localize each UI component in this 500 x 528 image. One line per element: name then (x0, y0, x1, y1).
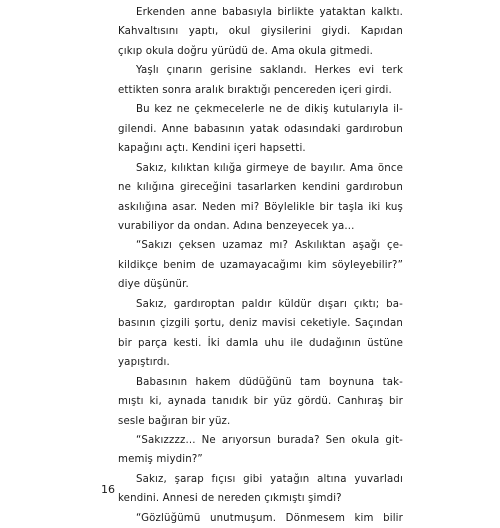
text-line: Sakız, kılıktan kılığa girmeye de bayılır. Ama önce (136, 162, 403, 174)
paragraph (118, 295, 403, 373)
paragraph (118, 159, 403, 237)
text-line: diye düşünür. (118, 279, 189, 291)
text-line: ettikten sonra aralık bıraktığı pencereden içeri girdi. (118, 84, 392, 96)
text-line: Yaşlı çınarın gerisine saklandı. Herkes evi terk (136, 65, 403, 77)
body-text (118, 3, 403, 528)
text-line: ne kılığına gireceğini tasarlarken kendini gardırobun (118, 182, 403, 194)
text-line: Sakız, şarap fıçısı gibi yatağın altına yuvarladı (136, 473, 403, 485)
text-line: kildikçe benim de uzamayacağımı kim söyleyebilir?” (118, 259, 403, 271)
text-line: kendini. Annesi de nereden çıkmıştı şimdi? (118, 493, 342, 505)
paragraph (118, 373, 403, 431)
paragraph (118, 61, 403, 100)
text-line: basının çizgili şortu, deniz mavisi ceketiyle. Saçından (118, 318, 403, 330)
text-line: “Sakızı çeksen uzamaz mı? Askılıktan aşağı çe- (136, 240, 403, 252)
text-line: askılığına asar. Neden mi? Böylelikle bir taşla iki kuş (118, 201, 403, 213)
text-line: kapağını açtı. Kendini içeri hapsetti. (118, 143, 306, 155)
text-line: vurabiliyor da ondan. Adına benzeyecek ya... (118, 220, 355, 232)
text-line: gilendi. Anne babasının yatak odasındaki gardırobun (118, 123, 403, 135)
text-line: yapıştırdı. (118, 357, 170, 369)
text-line: Bu kez ne çekmecelerle ne de dikiş kutularıyla il- (136, 104, 403, 116)
paragraph (118, 100, 403, 158)
paragraph (118, 431, 403, 470)
paragraph (118, 509, 403, 528)
text-line: Kahvaltısını yaptı, okul giysilerini giydi. Kapıdan (118, 26, 403, 38)
paragraph (118, 236, 403, 294)
text-line: “Sakızzzz... Ne arıyorsun burada? Sen okula git- (136, 434, 403, 446)
text-line: memiş miydin?” (118, 454, 203, 466)
text-line: sesle bağıran bir yüz. (118, 415, 231, 427)
paragraph (118, 3, 403, 61)
text-line: Babasının hakem düdüğünü tam boynuna tak- (136, 376, 403, 388)
text-line: çıkıp okula doğru yürüdü de. Ama okula gitmedi. (118, 45, 374, 57)
paragraph (118, 470, 403, 509)
text-line: Sakız, gardıroptan paldır küldür dışarı çıktı; ba- (136, 298, 403, 310)
text-line: mıştı ki, aynada tanıdık bir yüz gördü. Canhıraş bir (118, 396, 403, 408)
text-line: Erkenden anne babasıyla birlikte yataktan kalktı. (136, 7, 403, 18)
text-line: “Gözlüğümü unutmuşum. Dönmesem kim bilir (136, 512, 403, 524)
page-number: 16 (101, 483, 115, 496)
text-line: bir parça kesti. İki damla uhu ile dudağının üstüne (118, 337, 403, 349)
